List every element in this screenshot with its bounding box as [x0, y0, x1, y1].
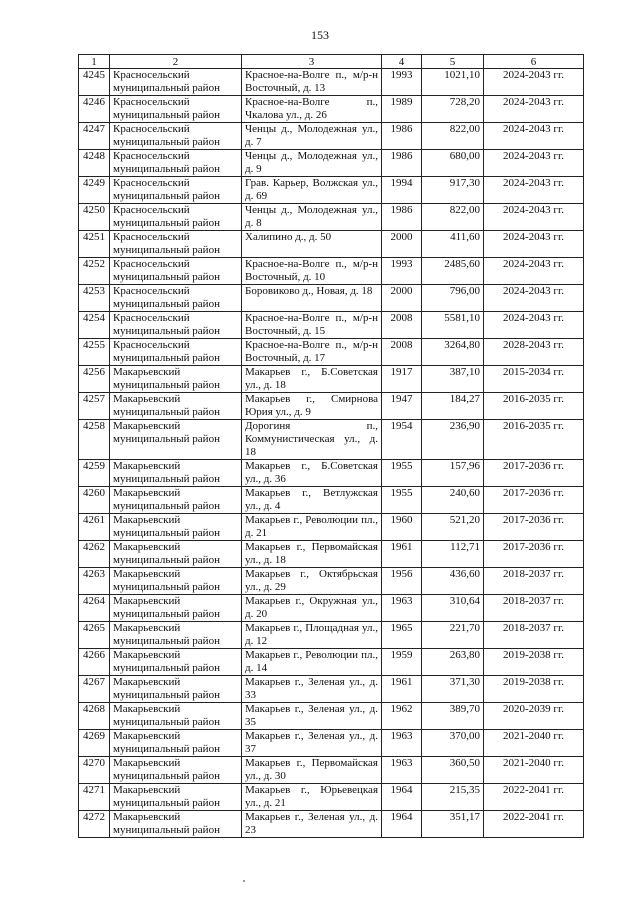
area-cell: 796,00 [422, 285, 484, 312]
period-cell: 2024-2043 гг. [484, 123, 584, 150]
area-cell: 411,60 [422, 231, 484, 258]
year-cell: 1960 [382, 514, 422, 541]
district-cell: Красносельский муниципальный район [110, 204, 242, 231]
column-header: 2 [110, 55, 242, 69]
table-row [79, 811, 584, 838]
district-cell: Макарьевский муниципальный район [110, 595, 242, 622]
district-cell: Макарьевский муниципальный район [110, 514, 242, 541]
address-cell: Макарьев г., Зеленая ул., д. 37 [242, 730, 382, 757]
area-cell: 370,00 [422, 730, 484, 757]
area-cell: 221,70 [422, 622, 484, 649]
year-cell: 1947 [382, 393, 422, 420]
district-cell: Макарьевский муниципальный район [110, 393, 242, 420]
address-cell: Макарьев г., Зеленая ул., д. 23 [242, 811, 382, 838]
area-cell: 263,80 [422, 649, 484, 676]
year-cell: 1917 [382, 366, 422, 393]
address-cell: Макарьев г., Первомайская ул., д. 30 [242, 757, 382, 784]
district-cell: Красносельский муниципальный район [110, 231, 242, 258]
district-cell: Макарьевский муниципальный район [110, 730, 242, 757]
year-cell: 1986 [382, 123, 422, 150]
period-cell: 2024-2043 гг. [484, 177, 584, 204]
address-cell: Ченцы д., Молодежная ул., д. 9 [242, 150, 382, 177]
table-row [79, 514, 584, 541]
address-cell: Макарьев г., Окружная ул., д. 20 [242, 595, 382, 622]
district-cell: Макарьевский муниципальный район [110, 676, 242, 703]
district-cell: Макарьевский муниципальный район [110, 541, 242, 568]
table-row [79, 150, 584, 177]
area-cell: 389,70 [422, 703, 484, 730]
year-cell: 1989 [382, 96, 422, 123]
year-cell: 1986 [382, 150, 422, 177]
year-cell: 1994 [382, 177, 422, 204]
table-row [79, 285, 584, 312]
period-cell: 2022-2041 гг. [484, 811, 584, 838]
period-cell: 2019-2038 гг. [484, 649, 584, 676]
area-cell: 310,64 [422, 595, 484, 622]
period-cell: 2028-2043 гг. [484, 339, 584, 366]
district-cell: Красносельский муниципальный район [110, 312, 242, 339]
table-row [79, 339, 584, 366]
table-row [79, 96, 584, 123]
table-row [79, 366, 584, 393]
area-cell: 240,60 [422, 487, 484, 514]
row-number-cell: 4255 [79, 339, 110, 366]
row-number-cell: 4258 [79, 420, 110, 460]
address-cell: Макарьев г., Площадная ул., д. 12 [242, 622, 382, 649]
area-cell: 157,96 [422, 460, 484, 487]
page-number: 153 [311, 28, 329, 42]
address-cell: Дорогиня п., Коммунистическая ул., д. 18 [242, 420, 382, 460]
year-cell: 1963 [382, 757, 422, 784]
period-cell: 2018-2037 гг. [484, 568, 584, 595]
area-cell: 5581,10 [422, 312, 484, 339]
address-cell: Грав. Карьер, Волжская ул., д. 69 [242, 177, 382, 204]
row-number-cell: 4261 [79, 514, 110, 541]
row-number-cell: 4267 [79, 676, 110, 703]
area-cell: 521,20 [422, 514, 484, 541]
row-number-cell: 4265 [79, 622, 110, 649]
address-cell: Ченцы д., Молодежная ул., д. 7 [242, 123, 382, 150]
row-number-cell: 4248 [79, 150, 110, 177]
table-row [79, 204, 584, 231]
year-cell: 1956 [382, 568, 422, 595]
row-number-cell: 4263 [79, 568, 110, 595]
row-number-cell: 4262 [79, 541, 110, 568]
period-cell: 2019-2038 гг. [484, 676, 584, 703]
address-cell: Боровиково д., Новая, д. 18 [242, 285, 382, 312]
table-row [79, 541, 584, 568]
year-cell: 1993 [382, 69, 422, 96]
address-cell: Красное-на-Волге п., Чкалова ул., д. 26 [242, 96, 382, 123]
address-cell: Макарьев г., Зеленая ул., д. 33 [242, 676, 382, 703]
year-cell: 1965 [382, 622, 422, 649]
period-cell: 2024-2043 гг. [484, 96, 584, 123]
period-cell: 2020-2039 гг. [484, 703, 584, 730]
address-cell: Макарьев г., Зеленая ул., д. 35 [242, 703, 382, 730]
area-cell: 822,00 [422, 123, 484, 150]
scan-speck [243, 880, 245, 882]
period-cell: 2024-2043 гг. [484, 204, 584, 231]
district-cell: Красносельский муниципальный район [110, 96, 242, 123]
address-cell: Ченцы д., Молодежная ул., д. 8 [242, 204, 382, 231]
period-cell: 2024-2043 гг. [484, 231, 584, 258]
district-cell: Макарьевский муниципальный район [110, 568, 242, 595]
period-cell: 2024-2043 гг. [484, 258, 584, 285]
district-cell: Красносельский муниципальный район [110, 150, 242, 177]
period-cell: 2024-2043 гг. [484, 150, 584, 177]
period-cell: 2024-2043 гг. [484, 285, 584, 312]
district-cell: Макарьевский муниципальный район [110, 366, 242, 393]
period-cell: 2017-2036 гг. [484, 487, 584, 514]
period-cell: 2016-2035 гг. [484, 420, 584, 460]
district-cell: Макарьевский муниципальный район [110, 784, 242, 811]
address-cell: Макарьев г., Первомайская ул., д. 18 [242, 541, 382, 568]
year-cell: 1986 [382, 204, 422, 231]
district-cell: Красносельский муниципальный район [110, 339, 242, 366]
area-cell: 1021,10 [422, 69, 484, 96]
year-cell: 2008 [382, 339, 422, 366]
row-number-cell: 4245 [79, 69, 110, 96]
district-cell: Красносельский муниципальный район [110, 69, 242, 96]
row-number-cell: 4268 [79, 703, 110, 730]
district-cell: Макарьевский муниципальный район [110, 649, 242, 676]
year-cell: 2000 [382, 285, 422, 312]
address-cell: Макарьев г., Б.Советская ул., д. 18 [242, 366, 382, 393]
year-cell: 1959 [382, 649, 422, 676]
row-number-cell: 4269 [79, 730, 110, 757]
row-number-cell: 4266 [79, 649, 110, 676]
address-cell: Красное-на-Волге п., м/р-н Восточный, д. 13 [242, 69, 382, 96]
year-cell: 1963 [382, 595, 422, 622]
row-number-cell: 4272 [79, 811, 110, 838]
year-cell: 1955 [382, 487, 422, 514]
period-cell: 2018-2037 гг. [484, 622, 584, 649]
area-cell: 371,30 [422, 676, 484, 703]
period-cell: 2022-2041 гг. [484, 784, 584, 811]
district-cell: Макарьевский муниципальный район [110, 703, 242, 730]
period-cell: 2017-2036 гг. [484, 541, 584, 568]
table-row [79, 69, 584, 96]
column-header: 6 [484, 55, 584, 69]
year-cell: 2008 [382, 312, 422, 339]
table-row [79, 622, 584, 649]
year-cell: 2000 [382, 231, 422, 258]
year-cell: 1963 [382, 730, 422, 757]
table-row [79, 595, 584, 622]
address-cell: Халипино д., д. 50 [242, 231, 382, 258]
row-number-cell: 4246 [79, 96, 110, 123]
housing-register-table [78, 54, 584, 838]
table-row [79, 177, 584, 204]
address-cell: Красное-на-Волге п., м/р-н Восточный, д. 17 [242, 339, 382, 366]
period-cell: 2017-2036 гг. [484, 514, 584, 541]
row-number-cell: 4252 [79, 258, 110, 285]
district-cell: Красносельский муниципальный район [110, 123, 242, 150]
address-cell: Макарьев г., Юрьевецкая ул., д. 21 [242, 784, 382, 811]
row-number-cell: 4257 [79, 393, 110, 420]
area-cell: 215,35 [422, 784, 484, 811]
area-cell: 436,60 [422, 568, 484, 595]
year-cell: 1955 [382, 460, 422, 487]
row-number-cell: 4260 [79, 487, 110, 514]
row-number-cell: 4259 [79, 460, 110, 487]
column-header: 3 [242, 55, 382, 69]
period-cell: 2021-2040 гг. [484, 730, 584, 757]
area-cell: 2485,60 [422, 258, 484, 285]
address-cell: Макарьев г., Смирнова Юрия ул., д. 9 [242, 393, 382, 420]
address-cell: Макарьев г., Ветлужская ул., д. 4 [242, 487, 382, 514]
row-number-cell: 4254 [79, 312, 110, 339]
year-cell: 1961 [382, 676, 422, 703]
year-cell: 1993 [382, 258, 422, 285]
district-cell: Макарьевский муниципальный район [110, 420, 242, 460]
table-row [79, 312, 584, 339]
column-number-row [79, 55, 584, 69]
column-header: 4 [382, 55, 422, 69]
period-cell: 2015-2034 гг. [484, 366, 584, 393]
address-cell: Макарьев г., Революции пл., д. 14 [242, 649, 382, 676]
table-row [79, 420, 584, 460]
period-cell: 2017-2036 гг. [484, 460, 584, 487]
area-cell: 822,00 [422, 204, 484, 231]
column-header: 5 [422, 55, 484, 69]
period-cell: 2024-2043 гг. [484, 312, 584, 339]
area-cell: 112,71 [422, 541, 484, 568]
row-number-cell: 4253 [79, 285, 110, 312]
district-cell: Макарьевский муниципальный район [110, 460, 242, 487]
district-cell: Красносельский муниципальный район [110, 285, 242, 312]
district-cell: Макарьевский муниципальный район [110, 487, 242, 514]
table-row [79, 487, 584, 514]
period-cell: 2016-2035 гг. [484, 393, 584, 420]
row-number-cell: 4250 [79, 204, 110, 231]
table-row [79, 676, 584, 703]
row-number-cell: 4247 [79, 123, 110, 150]
table-row [79, 568, 584, 595]
period-cell: 2024-2043 гг. [484, 69, 584, 96]
address-cell: Макарьев г., Октябрьская ул., д. 29 [242, 568, 382, 595]
area-cell: 680,00 [422, 150, 484, 177]
area-cell: 387,10 [422, 366, 484, 393]
row-number-cell: 4264 [79, 595, 110, 622]
period-cell: 2018-2037 гг. [484, 595, 584, 622]
district-cell: Красносельский муниципальный район [110, 258, 242, 285]
table-row [79, 258, 584, 285]
row-number-cell: 4251 [79, 231, 110, 258]
area-cell: 360,50 [422, 757, 484, 784]
row-number-cell: 4270 [79, 757, 110, 784]
area-cell: 351,17 [422, 811, 484, 838]
area-cell: 917,30 [422, 177, 484, 204]
area-cell: 3264,80 [422, 339, 484, 366]
table-row [79, 460, 584, 487]
table-row [79, 649, 584, 676]
district-cell: Макарьевский муниципальный район [110, 811, 242, 838]
table-row [79, 123, 584, 150]
table-row [79, 231, 584, 258]
year-cell: 1954 [382, 420, 422, 460]
address-cell: Красное-на-Волге п., м/р-н Восточный, д. 10 [242, 258, 382, 285]
district-cell: Макарьевский муниципальный район [110, 757, 242, 784]
period-cell: 2021-2040 гг. [484, 757, 584, 784]
district-cell: Макарьевский муниципальный район [110, 622, 242, 649]
column-header: 1 [79, 55, 110, 69]
year-cell: 1961 [382, 541, 422, 568]
area-cell: 728,20 [422, 96, 484, 123]
table-row [79, 784, 584, 811]
row-number-cell: 4249 [79, 177, 110, 204]
year-cell: 1964 [382, 811, 422, 838]
row-number-cell: 4256 [79, 366, 110, 393]
table-row [79, 393, 584, 420]
district-cell: Красносельский муниципальный район [110, 177, 242, 204]
area-cell: 184,27 [422, 393, 484, 420]
year-cell: 1964 [382, 784, 422, 811]
row-number-cell: 4271 [79, 784, 110, 811]
area-cell: 236,90 [422, 420, 484, 460]
table-row [79, 730, 584, 757]
address-cell: Макарьев г., Революции пл., д. 21 [242, 514, 382, 541]
address-cell: Макарьев г., Б.Советская ул., д. 36 [242, 460, 382, 487]
table-row [79, 703, 584, 730]
year-cell: 1962 [382, 703, 422, 730]
address-cell: Красное-на-Волге п., м/р-н Восточный, д. 15 [242, 312, 382, 339]
table-row [79, 757, 584, 784]
